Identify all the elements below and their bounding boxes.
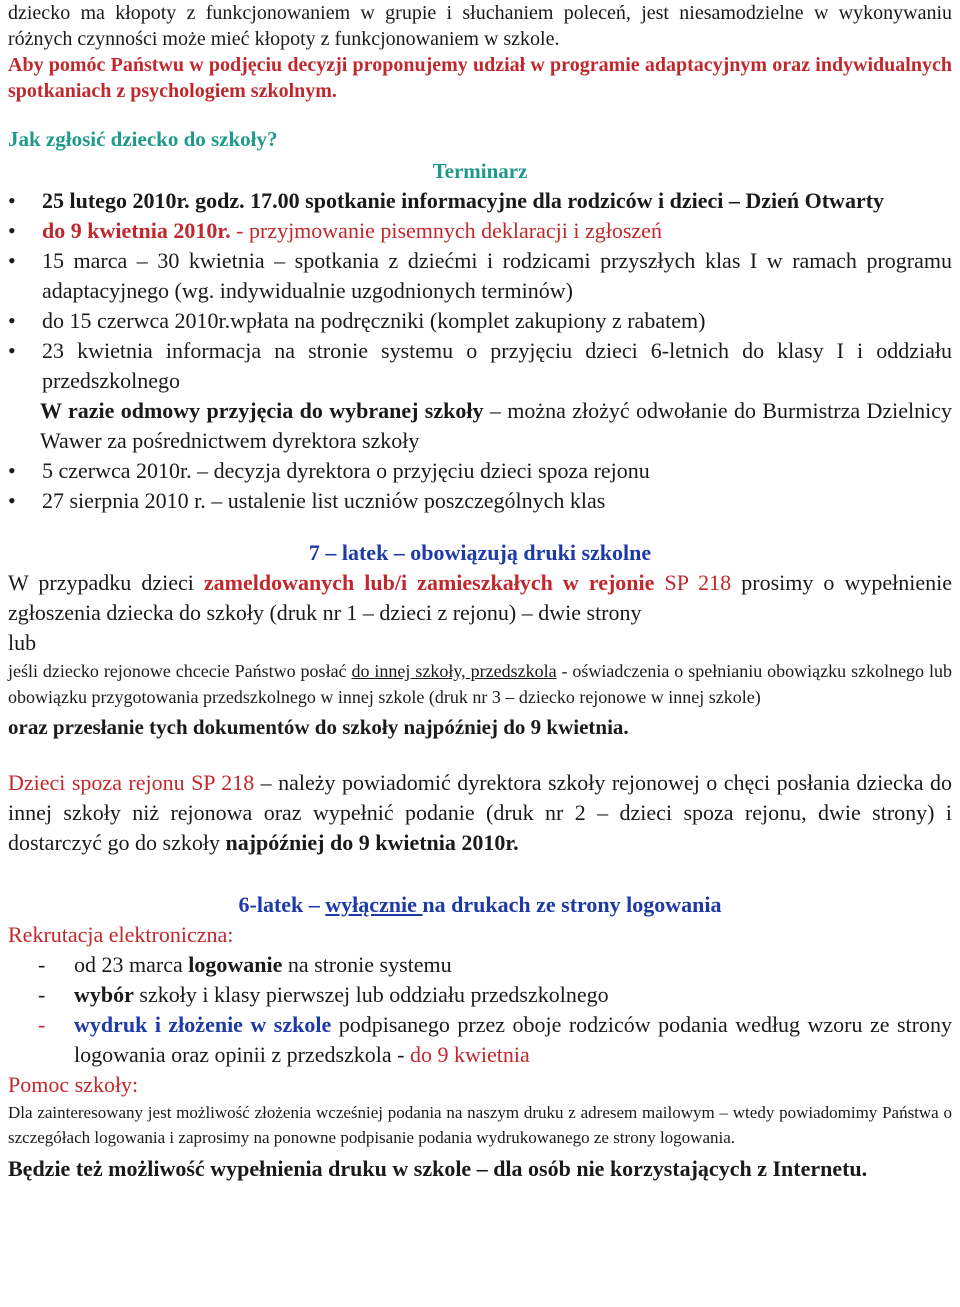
e-recruitment-heading: Rekrutacja elektroniczna:	[8, 922, 234, 947]
schedule-heading: Terminarz	[432, 159, 528, 183]
school-help-heading: Pomoc szkoły:	[8, 1072, 139, 1097]
refusal-note: W razie odmowy przyjęcia do wybranej szkoły – można złożyć odwołanie do Burmistrza Dzielnicy Wawer za pośrednictwem dyrektora szkoły	[40, 398, 952, 453]
schedule-item-class-lists: •27 sierpnia 2010 r. – ustalenie list uczniów poszczególnych klas	[0, 486, 952, 516]
e-recruitment-item-choice: - wybór szkoły i klasy pierwszej lub oddziału przedszkolnego	[38, 982, 609, 1007]
schedule-item-adaptation: •15 marca – 30 kwietnia – spotkania z dziećmi i rodzicami przyszłych klas I w ramach programu adaptacyjnego (wg. indywidualnie uzgodnionych terminów)	[0, 246, 952, 306]
or-text: lub	[8, 630, 37, 655]
six-year-heading: 6-latek – wyłącznie na drukach ze strony logowania	[238, 892, 722, 917]
schedule-item-books: •do 15 czerwca 2010r.wpłata na podręczniki (komplet zakupiony z rabatem)	[0, 306, 952, 336]
schedule-item-results: •23 kwietnia informacja na stronie systemu o przyjęciu dzieci 6-letnich do klasy I i oddziału przedszkolnego	[0, 336, 952, 396]
bullet-icon	[8, 246, 42, 276]
intro-text: dziecko ma kłopoty z funkcjonowaniem w grupie i słuchaniem poleceń, jest niesamodzielne w wykonywaniu różnych czynności może mieć kłopoty z funkcjonowaniem w szkole.	[8, 2, 952, 50]
schedule-list	[8, 186, 952, 396]
e-recruitment-list	[8, 950, 952, 1070]
deadline-note: oraz przesłanie tych dokumentów do szkoły najpóźniej do 9 kwietnia.	[8, 715, 629, 739]
adaptation-program-note: Aby pomóc Państwu w podjęciu decyzji proponujemy udział w programie adaptacyjnym oraz indywidualnych spotkaniach z psychologiem szkolnym.	[8, 54, 952, 102]
bullet-icon	[8, 306, 42, 336]
schedule-item-declarations: •do 9 kwietnia 2010r. - przyjmowanie pisemnych deklaracji i zgłoszeń	[0, 216, 952, 246]
e-recruitment-item-print: - wydruk i złożenie w szkole podpisanego przez oboje rodziców podania według wzoru ze strony logowania oraz opinii z przedszkola - do 9 kwietnia	[38, 1012, 952, 1067]
out-of-district-paragraph: Dzieci spoza rejonu SP 218 – należy powiadomić dyrektora szkoły rejonowej o chęci posłania dziecka do innej szkoły niż rejonowa oraz wypełnić podanie (druk nr 2 – dzieci spoza rejonu, dwie strony) i dostarczyć go do szkoły najpóźniej do 9 kwietnia 2010r.	[8, 770, 952, 855]
seven-year-heading: 7 – latek – obowiązują druki szkolne	[308, 540, 652, 565]
final-note: Będzie też możliwość wypełnienia druku w szkole – dla osób nie korzystających z Internetu.	[8, 1156, 868, 1181]
how-to-register-heading: Jak zgłosić dziecko do szkoły?	[8, 127, 278, 151]
bullet-icon	[8, 486, 42, 516]
bullet-icon	[8, 336, 42, 366]
other-school-note: jeśli dziecko rejonowe chcecie Państwo posłać do innej szkoły, przedszkola - oświadczenia o spełnianiu obowiązku szkolnego lub obowiązku przygotowania przedszkolnego w innej szkole (druk nr 3 – dziecko rejonowe w innej szkole)	[8, 661, 952, 707]
schedule-item-decision: •5 czerwca 2010r. – decyzja dyrektora o przyjęciu dzieci spoza rejonu	[0, 456, 952, 486]
schedule-list-2	[8, 456, 952, 516]
seven-year-paragraph: W przypadku dzieci zameldowanych lub/i zamieszkałych w rejonie SP 218 prosimy o wypełnienie zgłoszenia dziecka do szkoły (druk nr 1 – dzieci z rejonu) – dwie strony	[8, 570, 952, 625]
e-recruitment-item-login: - od 23 marca logowanie na stronie systemu	[38, 952, 452, 977]
school-help-text: Dla zainteresowany jest możliwość złożenia wcześniej podania na naszym druku z adresem mailowym – wtedy powiadomimy Państwa o szczegółach logowania i zaprosimy na ponowne podpisanie podania wydrukowanego ze strony logowania.	[8, 1103, 952, 1147]
bullet-icon	[8, 216, 42, 246]
bullet-icon	[8, 456, 42, 486]
schedule-item-open-day: •25 lutego 2010r. godz. 17.00 spotkanie informacyjne dla rodziców i dzieci – Dzień Otwarty	[0, 186, 952, 216]
bullet-icon	[8, 186, 42, 216]
